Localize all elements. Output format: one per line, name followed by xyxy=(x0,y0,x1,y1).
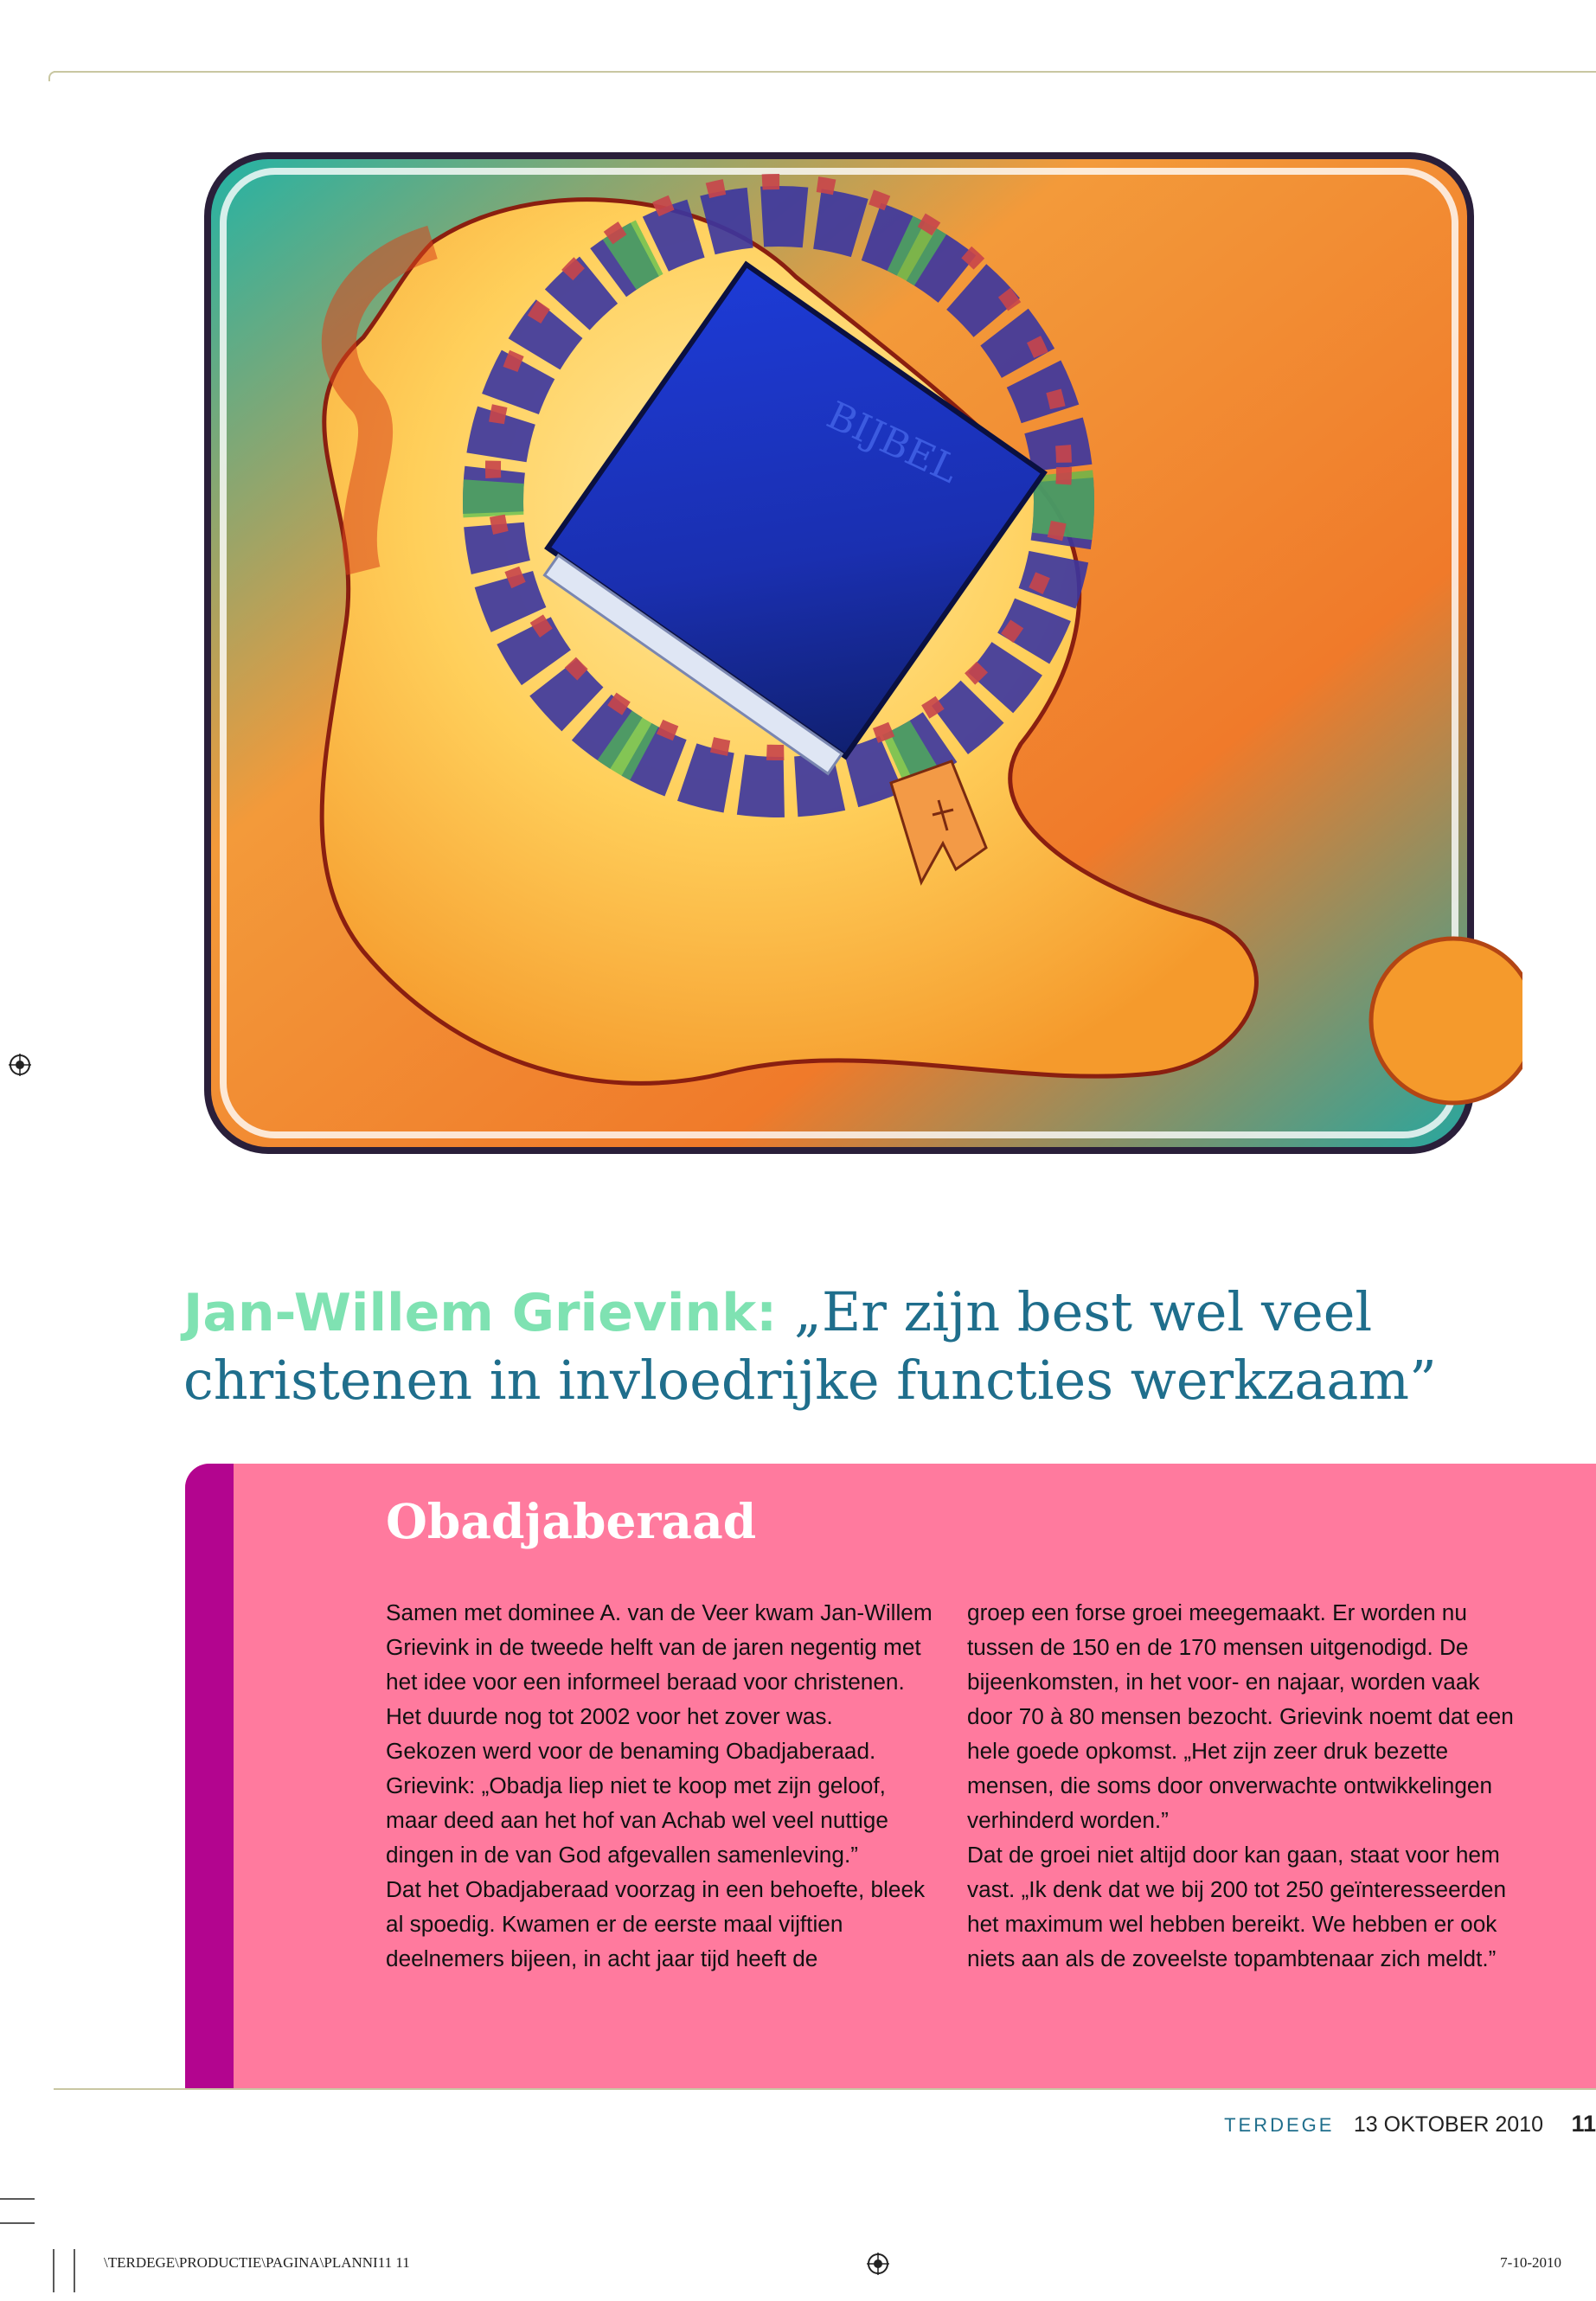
paragraph: Samen met dominee A. van de Veer kwam Jan-Willem Grievink in de tweede helft van de jaren negentig met het idee voor een informeel beraad voor christenen. Het duurde nog tot 2002 voor het zover was. xyxy=(386,1599,933,1729)
slug-file-path: \TERDEGE\PRODUCTIE\PAGINA\PLANNI11 11 xyxy=(104,2254,410,2271)
box-right-column xyxy=(967,1595,1521,1976)
paragraph: groep een forse groei meegemaakt. Er worden nu tussen de 150 en de 170 mensen uitgenodigd. De bijeenkomsten, in het voor- en najaar, worden vaak door 70 à 80 mensen bezocht. Grievink noemt dat een hele goede opkomst. „Het zijn zeer druk bezette mensen, die soms door onverwachte ontwikkelingen verhinderd worden.” xyxy=(967,1599,1514,1833)
paragraph: Gekozen werd voor de benaming Obadjaberaad. Grievink: „Obadja liep niet te koop met zijn geloof, maar deed aan het hof van Achab wel veel nuttige dingen in de van God afgevallen samenleving.” xyxy=(386,1738,888,1868)
box-accent-bar xyxy=(185,1464,234,2088)
registration-mark-bottom xyxy=(867,2253,889,2275)
issue-date: 13 OKTOBER 2010 xyxy=(1353,2112,1543,2137)
sidebar-box xyxy=(185,1464,1596,2088)
top-rule-corner xyxy=(48,71,59,81)
crop-marks xyxy=(0,2197,87,2292)
paragraph: Dat de groei niet altijd door kan gaan, staat voor hem vast. „Ik denk dat we bij 200 tot 250 geïnteresseerden het maximum wel hebben bereikt. We hebben er ook niets aan als de zoveelste topambtenaar zich meldt.” xyxy=(967,1842,1507,1971)
top-rule xyxy=(54,71,1596,73)
box-left-column xyxy=(386,1595,939,1976)
bible-label: BIJBEL xyxy=(820,393,965,492)
orange-ball xyxy=(1371,939,1522,1103)
page-footer xyxy=(1224,2111,1596,2138)
bottom-rule xyxy=(54,2088,1596,2090)
headline-quote-line1: „Er zijn best wel veel xyxy=(793,1280,1373,1343)
slug-date: 7-10-2010 xyxy=(1500,2254,1561,2271)
box-title: Obadjaberaad xyxy=(386,1493,757,1549)
headline-speaker: Jan-Willem Grievink: xyxy=(183,1283,778,1343)
headline xyxy=(183,1279,1533,1414)
headline-quote-line2: christenen in invloedrijke functies werkzaam” xyxy=(183,1349,1437,1412)
paragraph: Dat het Obadjaberaad voorzag in een behoefte, bleek al spoedig. Kwamen er de eerste maal vijftien deelnemers bijeen, in acht jaar tijd heeft de xyxy=(386,1876,926,1971)
registration-mark-left xyxy=(9,1054,31,1076)
magazine-name: TERDEGE xyxy=(1224,2114,1335,2136)
page-number: 11 xyxy=(1571,2111,1596,2137)
bible-circle-illustration xyxy=(173,138,1522,1202)
